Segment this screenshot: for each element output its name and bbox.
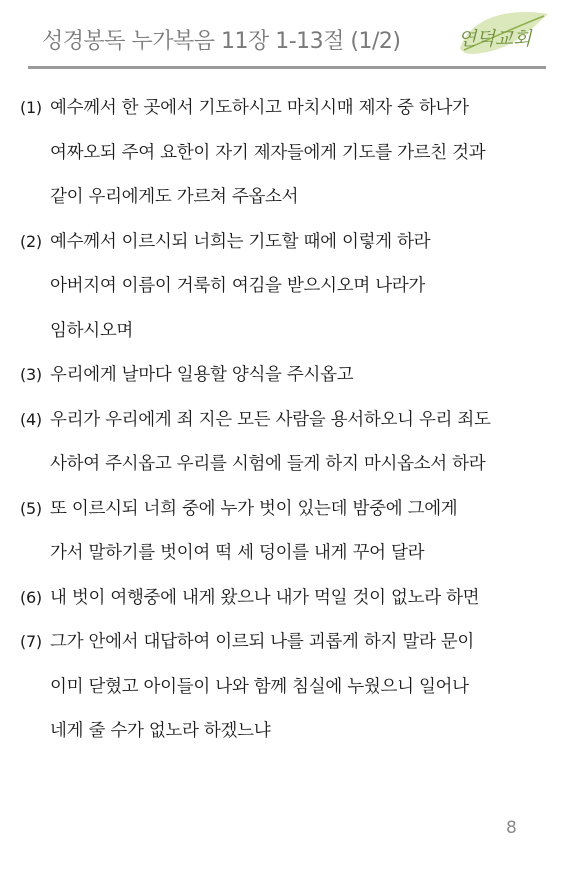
verse-number: (2) — [20, 231, 42, 251]
verse-text: 예수께서 한 곳에서 기도하시고 마치시매 제자 중 하나가 — [50, 98, 469, 118]
verse-text: 같이 우리에게도 가르쳐 주옵소서 — [50, 187, 299, 207]
verse-number: (1) — [20, 98, 42, 117]
verse-line — [0, 309, 567, 354]
verse-text: 내 벗이 여행중에 내게 왔으나 내가 먹일 것이 없노라 하면 — [50, 587, 480, 608]
verse-text: 우리에게 날마다 일용할 양식을 주시옵고 — [50, 365, 354, 385]
church-logo — [452, 8, 552, 60]
verse-line — [0, 131, 567, 176]
verse-list — [0, 86, 567, 754]
verse-line — [0, 220, 567, 265]
verse-number: (5) — [20, 498, 42, 518]
verse-line — [0, 576, 567, 621]
slide-header — [0, 0, 567, 70]
verse-text: 임하시오며 — [50, 320, 134, 341]
verse-number: (4) — [20, 409, 42, 429]
verse-line — [0, 531, 567, 576]
verse-number: (6) — [20, 587, 42, 607]
verse-line — [0, 620, 567, 665]
verse-line — [0, 175, 567, 220]
verse-text: 이미 닫혔고 아이들이 나와 함께 침실에 누웠으니 일어나 — [50, 676, 469, 697]
verse-line — [0, 709, 567, 754]
verse-text: 가서 말하기를 벗이여 떡 세 덩이를 내게 꾸어 달라 — [50, 543, 425, 563]
verse-number: (7) — [20, 632, 42, 651]
page-title: 성경봉독 누가복음 11장 1-13절 (1/2) — [42, 29, 401, 54]
verse-text: 여짜오되 주여 요한이 자기 제자들에게 기도를 가르친 것과 — [50, 142, 486, 163]
verse-text: 예수께서 이르시되 너희는 기도할 때에 이렇게 하라 — [50, 231, 431, 252]
verse-text: 우리가 우리에게 죄 지은 모든 사람을 용서하오니 우리 죄도 — [50, 409, 491, 430]
verse-text: 또 이르시되 너희 중에 누가 벗이 있는데 밤중에 그에게 — [50, 498, 458, 519]
verse-text: 사하여 주시옵고 우리를 시험에 들게 하지 마시옵소서 하라 — [50, 454, 486, 474]
verse-line — [0, 487, 567, 532]
verse-line — [0, 264, 567, 309]
verse-line — [0, 353, 567, 398]
verse-text: 그가 안에서 대답하여 이르되 나를 괴롭게 하지 말라 문이 — [50, 632, 475, 652]
verse-line — [0, 442, 567, 487]
verse-text: 네게 줄 수가 없노라 하겠느냐 — [50, 721, 271, 741]
page-number: 8 — [506, 818, 517, 838]
verse-line — [0, 86, 567, 131]
verse-number: (3) — [20, 365, 42, 384]
logo-text: 연덕교회 — [458, 28, 532, 50]
verse-line — [0, 665, 567, 710]
verse-text: 아버지여 이름이 거룩히 여김을 받으시오며 나라가 — [50, 276, 426, 296]
header-divider — [28, 66, 546, 69]
verse-line — [0, 398, 567, 443]
